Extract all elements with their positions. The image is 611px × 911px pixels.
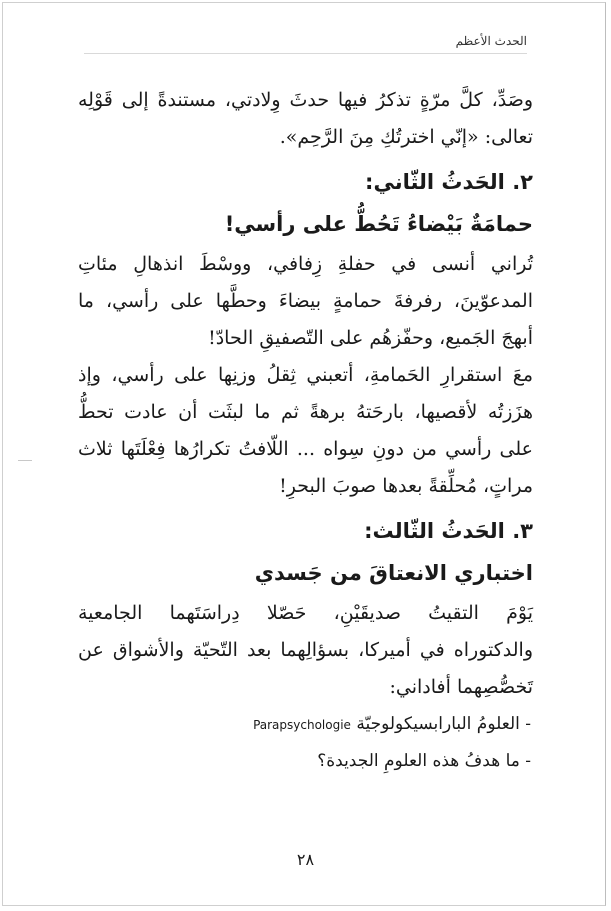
section-heading: ٣. الحَدثُ الثّالث: [364, 519, 533, 543]
body-line: وصَدِّ، كلَّ مرّةٍ تذكرُ فيها حدثَ وِلادتي، مستندةً إلى قَوْلِه [78, 89, 533, 111]
body-line: يَوْمَ التقيتُ صديقَيْنِ، حَصّلا دِراسَتَهما الجامعية [78, 602, 533, 624]
list-item-text: - العلومُ البارابسيكولوجيّة [356, 714, 531, 734]
body-line: مراتٍ، مُحلِّقةً بعدها صوبَ البحرِ! [279, 475, 533, 497]
body-line: معَ استقرارِ الحَمامةِ، أتعبني ثِقلُ وزنِها على رأسي، وإذ [78, 364, 533, 386]
list-item-latin-term: Parapsychologie [253, 718, 351, 732]
margin-mark [18, 460, 32, 461]
body-line: المدعوّينَ، رفرفةَ حمامةٍ بيضاءَ وحطَّها على رأسي، ما [78, 290, 533, 312]
section-subheading: اختباري الانعتاقَ من جَسدي [254, 561, 533, 585]
body-line: تَخصُّصِهما أفاداني: [389, 676, 533, 698]
body-line: هزَزتُه لأقصيها، بارحَتهُ برهةً ثم ما لبثَت أن عادت تحطُّ [78, 401, 533, 423]
body-line: تُراني أنسى في حفلةِ زِفافي، ووسْطَ انذهالِ مئاتِ [78, 253, 533, 275]
page-number: ٢٨ [296, 850, 315, 869]
body-line: تعالى: «إنّي اخترتُكِ مِنَ الرَّحِم». [279, 126, 533, 148]
list-item [78, 743, 533, 779]
section-heading: ٢. الحَدثُ الثّاني: [365, 170, 533, 194]
section-subheading: حمامَةٌ بَيْضاءُ تَحُطُّ على رأسي! [224, 212, 533, 236]
body-line: على رأسي من دونِ سِواه ... اللّافتُ تكرارُها فِعْلَتَها ثلاث [78, 438, 533, 460]
body-line: والدكتوراه في أميركا، بسؤالِهما بعد التّحيّة والأشواق عن [78, 639, 533, 661]
running-head: الحدث الأعظم [455, 34, 527, 48]
page-body [78, 82, 533, 779]
list-item [78, 706, 533, 743]
list-item-text: - ما هدفُ هذه العلومِ الجديدة؟ [317, 751, 531, 771]
body-line: أبهجَ الجَميع، وحفّزهُم على التّصفيقِ الحادّ! [208, 327, 533, 349]
header-rule [84, 53, 527, 54]
